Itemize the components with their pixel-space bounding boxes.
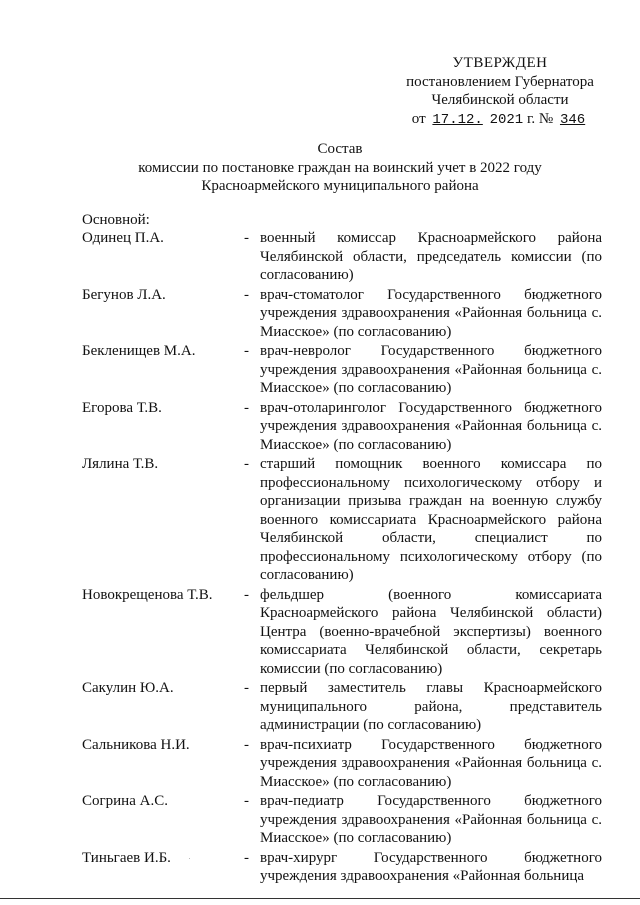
- member-dash: -: [244, 286, 249, 303]
- member-row: [82, 455, 602, 585]
- member-dash: -: [244, 680, 249, 696]
- heading-line-1: Состав: [317, 141, 363, 157]
- member-name: Лялина Т.В.: [82, 456, 159, 472]
- section-label: Основной:: [82, 212, 150, 228]
- member-description: первый заместитель главы Красноармейского муниципального района, представитель администрации (по согласованию): [260, 680, 602, 733]
- member-row: [82, 792, 602, 848]
- member-name: Бекленищев М.А.: [82, 343, 196, 359]
- member-row: [82, 286, 602, 342]
- heading-line-3: Красноармейского муниципального района: [201, 178, 479, 194]
- approval-line-1: постановлением Губернатора: [406, 73, 594, 90]
- member-description: фельдшер (военного комиссариата Красноармейского района Челябинской области) Центра (военно-врачебной экспертизы) военного комиссариата Челябинской области, секретарь комиссии (по согласованию): [260, 586, 602, 677]
- scan-speck: [189, 858, 190, 859]
- member-row: [82, 586, 602, 679]
- members-list: [82, 229, 602, 887]
- member-dash: -: [244, 849, 249, 866]
- approval-year: 2021: [489, 111, 524, 128]
- member-dash: -: [244, 456, 249, 472]
- member-description: врач-невролог Государственного бюджетного учреждения здравоохранения «Районная больница с. Миасское» (по согласованию): [260, 343, 602, 396]
- member-description: старший помощник военного комиссара по профессиональному психологическому отбору и организации призыва граждан на военную службу военного комиссариата Красноармейского района Челябинской области, специалист по профессиональному психологическому отбору (по согласованию): [260, 456, 602, 583]
- member-name: Сакулин Ю.А.: [82, 680, 174, 696]
- member-row: [82, 342, 602, 398]
- approval-number: 346: [559, 111, 586, 128]
- approval-block: [380, 54, 620, 129]
- heading-line-2: комиссии по постановке граждан на воинский учет в 2022 году: [138, 159, 542, 176]
- member-name: Согрина А.С.: [82, 793, 168, 809]
- approval-date: 17.12.: [432, 111, 483, 128]
- member-row: [82, 849, 602, 886]
- member-name: Сальникова Н.И.: [82, 736, 190, 753]
- member-dash: -: [244, 230, 249, 246]
- member-name: Тиньгаев И.Б.: [82, 849, 171, 866]
- date-prefix: от: [411, 110, 426, 127]
- document-heading: [90, 140, 590, 196]
- member-name: Егорова Т.В.: [82, 399, 162, 416]
- bottom-rule: [0, 898, 640, 899]
- member-dash: -: [244, 343, 249, 359]
- member-name: Одинец П.А.: [82, 230, 164, 246]
- member-description: врач-хирург Государственного бюджетного учреждения здравоохранения «Районная больница: [260, 849, 602, 884]
- member-name: Новокрещенова Т.В.: [82, 586, 213, 603]
- member-dash: -: [244, 586, 249, 603]
- approval-line-2: Челябинской области: [431, 92, 569, 108]
- member-description: врач-стоматолог Государственного бюджетного учреждения здравоохранения «Районная больница с. Миасское» (по согласованию): [260, 286, 602, 340]
- member-dash: -: [244, 736, 249, 753]
- member-name: Бегунов Л.А.: [82, 286, 166, 303]
- member-row: [82, 399, 602, 455]
- member-description: врач-психиатр Государственного бюджетного учреждения здравоохранения «Районная больница с. Миасское» (по согласованию): [260, 736, 602, 790]
- member-description: врач-отоларинголог Государственного бюджетного учреждения здравоохранения «Районная больница с. Миасское» (по согласованию): [260, 399, 602, 453]
- approval-date-line: [380, 110, 620, 130]
- member-row: [82, 229, 602, 285]
- member-description: военный комиссар Красноармейского района Челябинской области, председатель комиссии (по согласованию): [260, 230, 602, 283]
- member-dash: -: [244, 793, 249, 809]
- year-suffix: г. №: [526, 110, 554, 127]
- member-row: [82, 679, 602, 735]
- member-description: врач-педиатр Государственного бюджетного учреждения здравоохранения «Районная больница с. Миасское» (по согласованию): [260, 793, 602, 846]
- member-row: [82, 736, 602, 792]
- member-dash: -: [244, 399, 249, 416]
- approval-title: УТВЕРЖДЕН: [452, 55, 548, 71]
